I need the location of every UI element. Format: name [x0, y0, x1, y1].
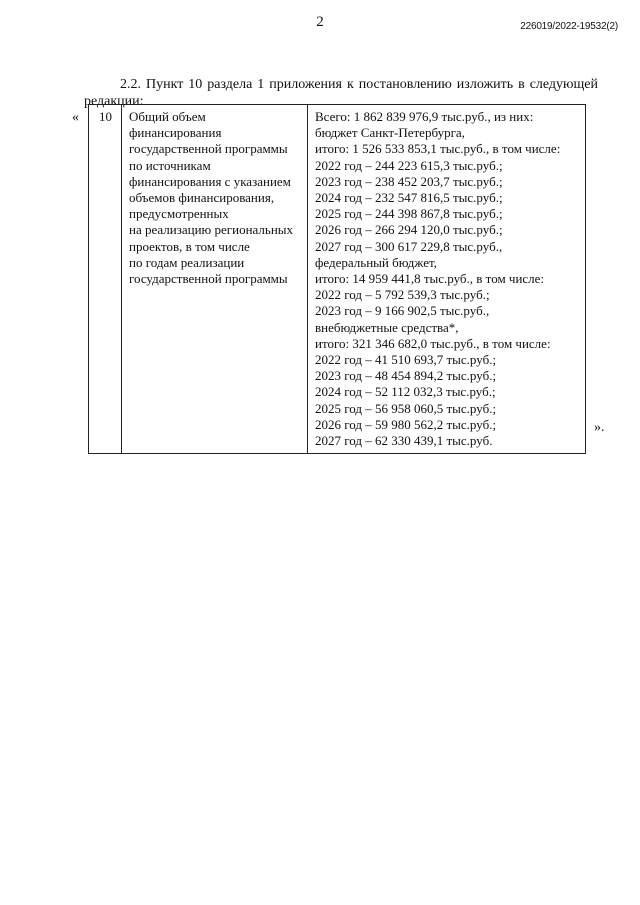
value-line: итого: 14 959 441,8 тыс.руб., в том числе:: [315, 271, 545, 287]
value-line: 2026 год – 266 294 120,0 тыс.руб.;: [315, 222, 503, 238]
value-line: Всего: 1 862 839 976,9 тыс.руб., из них:: [315, 109, 534, 124]
value-line: 2027 год – 300 617 229,8 тыс.руб.,: [315, 238, 503, 254]
value-line: 2023 год – 48 454 894,2 тыс.руб.;: [315, 368, 497, 384]
value-line: итого: 1 526 533 853,1 тыс.руб., в том числе:: [315, 141, 561, 157]
value-line: бюджет Санкт-Петербурга,: [315, 125, 465, 141]
opening-quote: «: [72, 110, 79, 125]
value-line: 2022 год – 41 510 693,7 тыс.руб.;: [315, 352, 497, 368]
value-line: 2022 год – 244 223 615,3 тыс.руб.;: [315, 157, 503, 173]
document-id: 226019/2022-19532(2): [520, 21, 618, 32]
name-line: по источникам: [129, 157, 211, 173]
value-line: итого: 321 346 682,0 тыс.руб., в том числе:: [315, 335, 551, 351]
value-line: 2025 год – 56 958 060,5 тыс.руб.;: [315, 400, 497, 416]
name-line: государственной программы: [129, 141, 288, 157]
value-line: 2023 год – 238 452 203,7 тыс.руб.;: [315, 173, 503, 189]
name-line: объемов финансирования,: [129, 190, 275, 206]
value-line: 2022 год – 5 792 539,3 тыс.руб.;: [315, 287, 490, 303]
name-line: финансирования: [129, 125, 222, 141]
value-line: внебюджетные средства*,: [315, 319, 459, 335]
row-name-cell: [122, 105, 308, 454]
name-line: финансирования с указанием: [129, 173, 291, 189]
value-line: 2024 год – 232 547 816,5 тыс.руб.;: [315, 190, 503, 206]
program-funding-table: [88, 104, 586, 454]
row-number-cell: 10: [89, 105, 122, 454]
name-line: по годам реализации: [129, 254, 245, 270]
table-row: [89, 105, 586, 454]
amendment-intro-paragraph: 2.2. Пункт 10 раздела 1 приложения к постановлению изложить в следующей редакции:: [84, 77, 598, 109]
closing-quote: ».: [594, 420, 605, 435]
value-line: 2027 год – 62 330 439,1 тыс.руб.: [315, 433, 493, 449]
value-line: 2023 год – 9 166 902,5 тыс.руб.,: [315, 303, 490, 319]
name-line: предусмотренных: [129, 206, 229, 222]
name-line: на реализацию региональных: [129, 222, 294, 238]
value-line: федеральный бюджет,: [315, 254, 437, 270]
value-line: 2025 год – 244 398 867,8 тыс.руб.;: [315, 206, 503, 222]
name-line: проектов, в том числе: [129, 238, 250, 254]
row-value-cell: [308, 105, 586, 454]
page-number: 2: [316, 14, 324, 30]
value-line: 2024 год – 52 112 032,3 тыс.руб.;: [315, 384, 496, 400]
value-line: 2026 год – 59 980 562,2 тыс.руб.;: [315, 416, 497, 432]
name-line: государственной программы: [129, 271, 288, 287]
name-line: Общий объем: [129, 109, 206, 124]
